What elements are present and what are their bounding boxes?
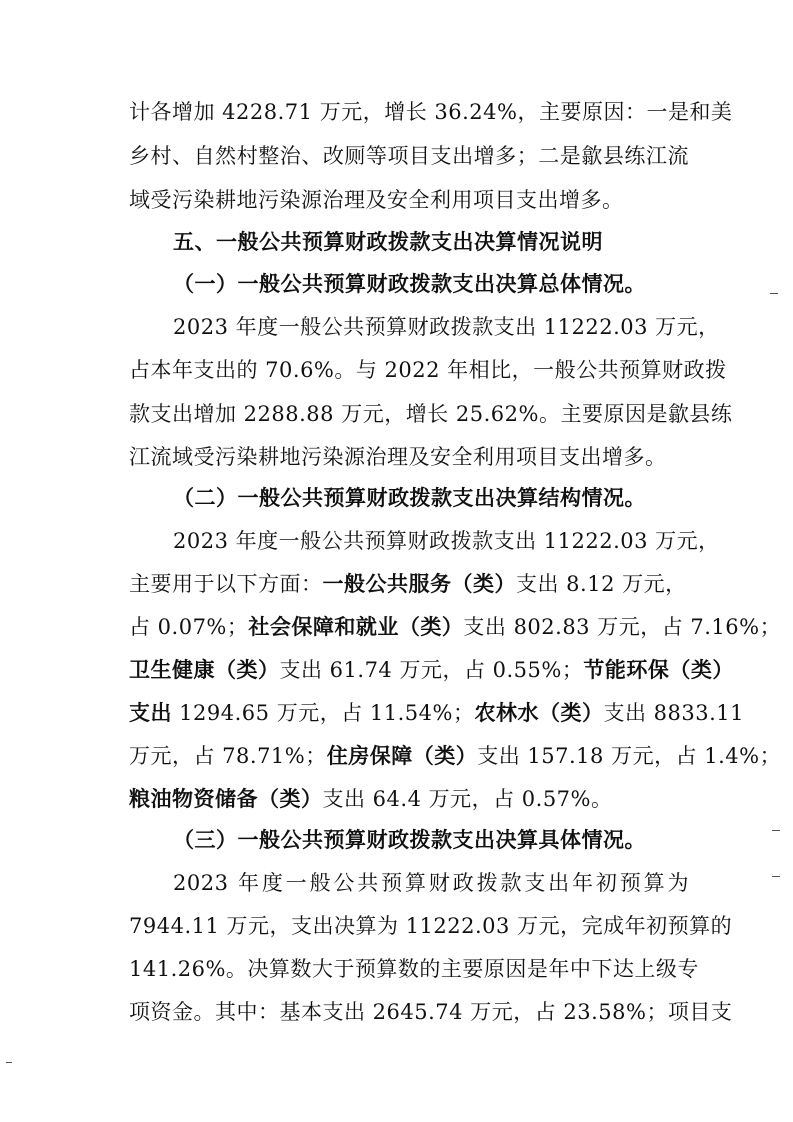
text-span: 主要用于以下方面： <box>129 572 323 596</box>
sub2-line-2 <box>129 564 689 604</box>
scan-mark <box>6 1062 12 1063</box>
text-span: 1294.65 万元，占 11.54%； <box>172 701 475 725</box>
sub2-line-7 <box>129 779 689 819</box>
sub2-line-1: 2023 年度一般公共预算财政拨款支出 11222.03 万元， <box>173 529 720 553</box>
text-span: 支出 61.74 万元，占 0.55%； <box>279 658 584 682</box>
sub2-line-3 <box>129 607 782 647</box>
category-health: 卫生健康（类） <box>129 658 280 682</box>
category-agriculture: 农林水（类） <box>474 701 604 725</box>
category-environment-tail: 支出 <box>129 701 172 725</box>
sub3-line-2: 7944.11 万元，支出决算为 11222.03 万元，完成年初预算的 <box>129 914 733 938</box>
text-span: 占 0.07%； <box>129 615 249 639</box>
intro-line-2: 乡村、自然村整治、改厕等项目支出增多；二是歙县练江流 <box>129 144 689 168</box>
sub3-line-1: 2023 年度一般公共预算财政拨款支出年初预算为 <box>173 871 689 895</box>
sub3-line-3: 141.26%。决算数大于预算数的主要原因是年中下达上级专 <box>129 957 699 981</box>
category-social-security: 社会保障和就业（类） <box>248 615 464 639</box>
category-general-public-services: 一般公共服务（类） <box>322 572 516 596</box>
sub3-line-4: 项资金。其中：基本支出 2645.74 万元，占 23.58%；项目支 <box>129 1000 733 1024</box>
sub1-line-2: 占本年支出的 70.6%。与 2022 年相比，一般公共预算财政拨 <box>129 358 727 382</box>
category-grain-reserves: 粮油物资储备（类） <box>129 787 323 811</box>
scan-mark <box>770 293 778 294</box>
text-span: 支出 157.18 万元，占 1.4%； <box>477 744 782 768</box>
sub2-line-6 <box>129 736 782 776</box>
text-span: 支出 802.83 万元，占 7.16%； <box>463 615 782 639</box>
sub1-line-3: 款支出增加 2288.88 万元，增长 25.62%。主要原因是歙县练 <box>129 402 733 426</box>
scan-mark <box>772 830 780 831</box>
sub2-line-5 <box>129 693 744 733</box>
text-span: 支出 64.4 万元，占 0.57%。 <box>322 787 613 811</box>
text-span: 支出 8.12 万元， <box>516 572 687 596</box>
section-heading-5: 五、一般公共预算财政拨款支出决算情况说明 <box>173 230 603 254</box>
text-span: 万元，占 78.71%； <box>129 744 327 768</box>
text-span: 支出 8833.11 <box>603 701 744 725</box>
intro-line-1: 计各增加 4228.71 万元，增长 36.24%，主要原因：一是和美 <box>129 100 733 124</box>
scan-mark <box>772 876 780 877</box>
sub2-line-4 <box>129 650 734 690</box>
sub1-line-1: 2023 年度一般公共预算财政拨款支出 11222.03 万元， <box>173 315 720 339</box>
subsection-heading-1: （一）一般公共预算财政拨款支出决算总体情况。 <box>173 272 646 296</box>
subsection-heading-3: （三）一般公共预算财政拨款支出决算具体情况。 <box>173 828 646 852</box>
category-environment: 节能环保（类） <box>583 658 734 682</box>
intro-line-3: 域受污染耕地污染源治理及安全利用项目支出增多。 <box>129 188 624 212</box>
category-housing: 住房保障（类） <box>326 744 478 768</box>
sub1-line-4: 江流域受污染耕地污染源治理及安全利用项目支出增多。 <box>129 445 667 469</box>
subsection-heading-2: （二）一般公共预算财政拨款支出决算结构情况。 <box>173 486 646 510</box>
